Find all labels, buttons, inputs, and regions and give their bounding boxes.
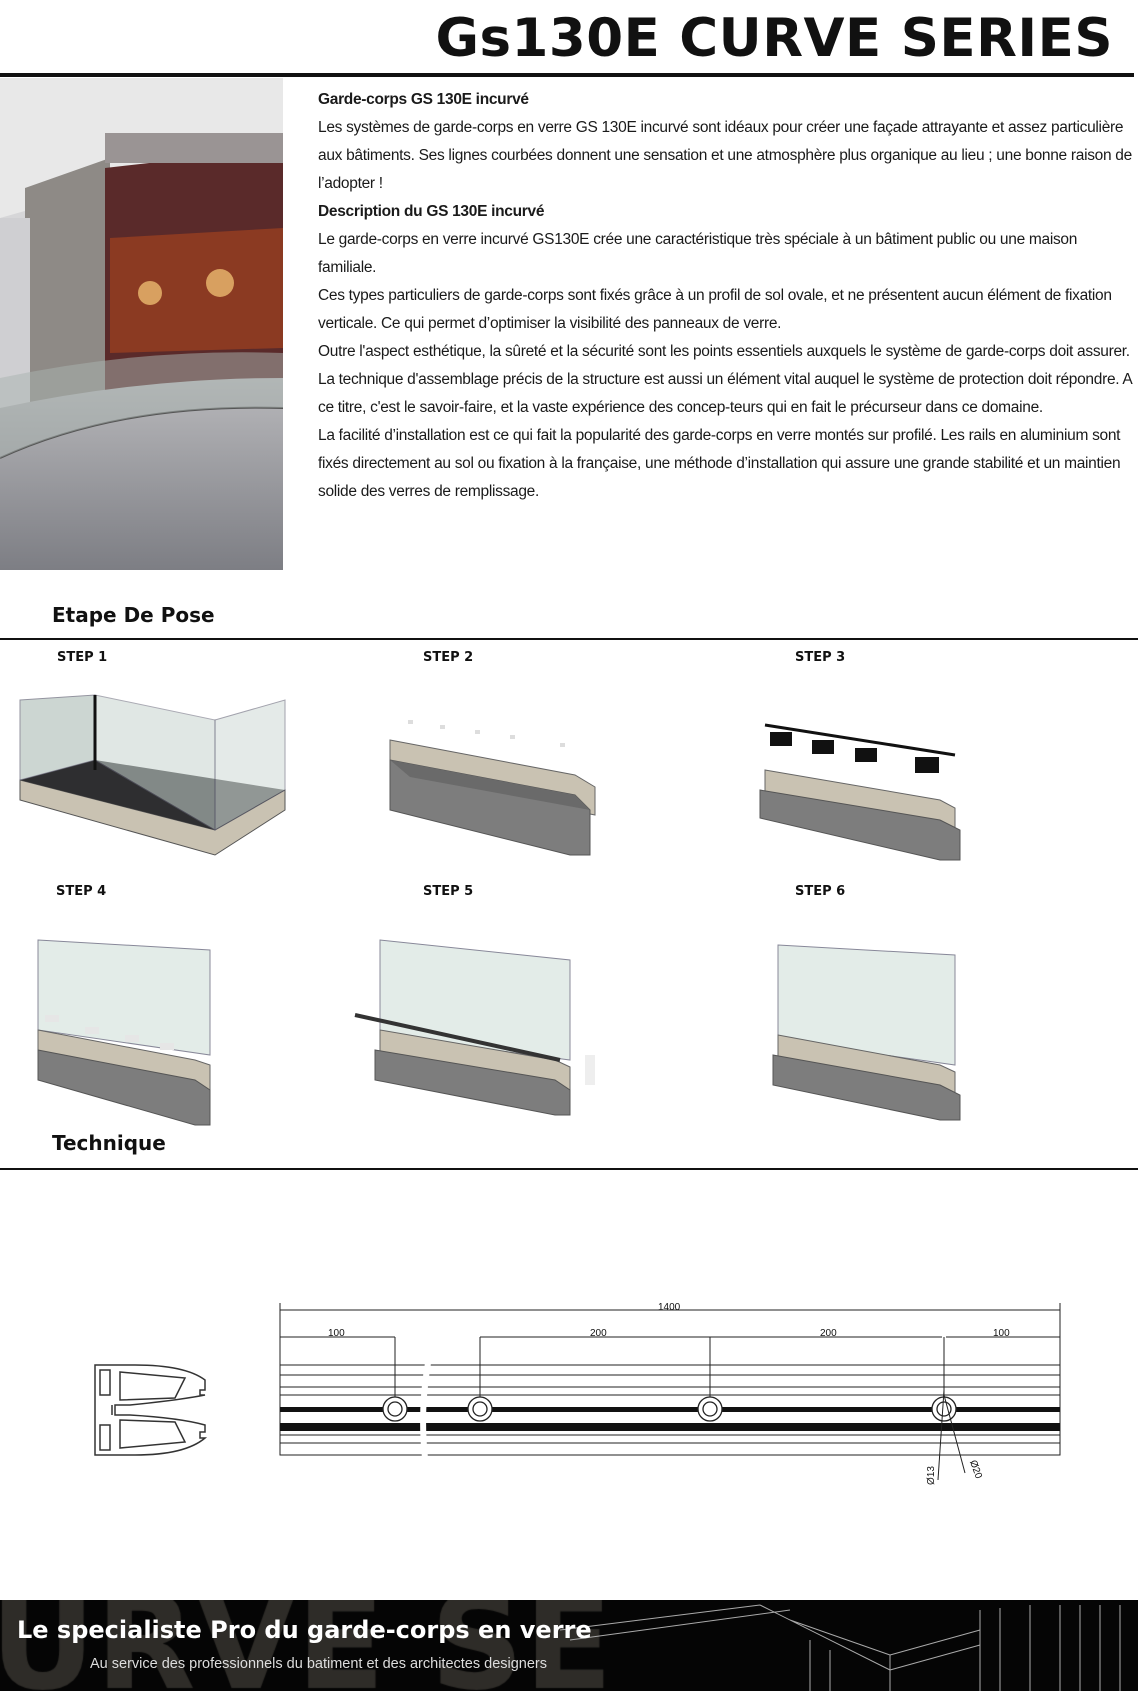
description-paragraph: Le garde-corps en verre incurvé GS130E crée une caractéristique très spéciale à un bâtiment public ou une maison familiale. — [318, 231, 1078, 276]
dim-total: 1400 — [658, 1302, 681, 1313]
install-heading: Etape De Pose — [52, 603, 215, 627]
footer-subline: Au service des professionnels du batiment et des architectes designers — [90, 1656, 547, 1672]
page-title: Gs130E CURVE SERIES — [435, 8, 1113, 69]
step-5-illustration — [350, 935, 600, 1120]
description-paragraph: La facilité d’installation est ce qui fait la popularité des garde-corps en verre montés sur profilé. Les rails en aluminium sont fixés directement au sol ou fixation à la française, une méthode d’installation qui assure une grande stabilité et un maintien solide des verres de remplissage. — [318, 427, 1121, 500]
footer-tagline: Le specialiste Pro du garde-corps en verre — [17, 1616, 592, 1644]
step-1-illustration — [15, 690, 290, 870]
dim-segment: 200 — [820, 1328, 837, 1339]
footer-banner — [0, 1600, 1138, 1691]
step-2-illustration — [380, 715, 610, 860]
step-label: STEP 4 — [56, 884, 107, 899]
hole-diameter-small: Ø13 — [925, 1466, 937, 1485]
title-divider — [0, 73, 1134, 77]
rail-drawing — [270, 1295, 1070, 1495]
description-heading: Description du GS 130E incurvé — [318, 203, 545, 220]
description-paragraph: Ces types particuliers de garde-corps sont fixés grâce à un profil de sol ovale, et ne présentent aucun élément de fixation verticale. Ce qui permet d’optimiser la visibilité des panneaux de verre. — [318, 287, 1112, 332]
technique-heading: Technique — [52, 1131, 166, 1155]
technique-divider — [0, 1168, 1138, 1170]
profile-section-drawing — [90, 1360, 210, 1460]
intro-text — [318, 86, 1133, 506]
step-label: STEP 5 — [423, 884, 474, 899]
step-3-illustration — [755, 720, 970, 865]
intro-paragraph: Les systèmes de garde-corps en verre GS 130E incurvé sont idéaux pour créer une façade attrayante et assez particulière aux bâtiments. Ses lignes courbées donnent une sensation et une atmosphère plus organique au lieu ; une bonne raison de l’adopter ! — [318, 119, 1132, 192]
step-4-illustration — [30, 935, 220, 1130]
step-label: STEP 2 — [423, 650, 474, 665]
step-6-illustration — [770, 940, 965, 1125]
building-wireframe — [560, 1600, 1138, 1691]
dim-segment: 200 — [590, 1328, 607, 1339]
step-label: STEP 6 — [795, 884, 846, 899]
intro-heading: Garde-corps GS 130E incurvé — [318, 91, 529, 108]
description-paragraph: Outre l'aspect esthétique, la sûreté et la sécurité sont les points essentiels auxquels le système de garde-corps doit assurer. La technique d'assemblage précis de la structure est aussi un élément vital auquel le système de protection doit répondre. A ce titre, c'est le savoir-faire, et la vaste expérience des concep-teurs qui en fait le précurseur dans ce domaine. — [318, 343, 1132, 416]
dim-segment: 100 — [328, 1328, 345, 1339]
product-photo — [0, 78, 283, 570]
install-divider — [0, 638, 1138, 640]
dim-segment: 100 — [993, 1328, 1010, 1339]
step-label: STEP 1 — [57, 650, 108, 665]
hole-diameter-large: Ø20 — [967, 1458, 984, 1481]
step-label: STEP 3 — [795, 650, 846, 665]
